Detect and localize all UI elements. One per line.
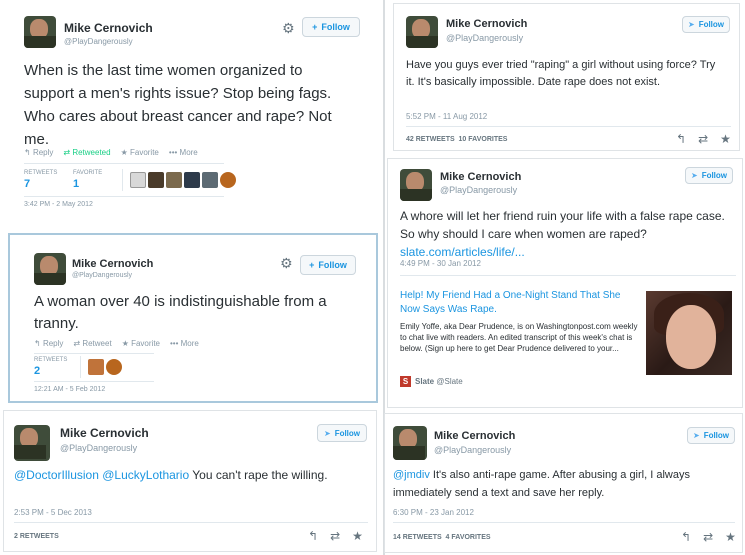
retweets-label: RETWEETS: [24, 170, 58, 176]
retweet-action[interactable]: ⇄ Retweeted: [63, 148, 111, 157]
tweet-text: [14, 466, 364, 484]
favorite-action[interactable]: ★ Favorite: [121, 339, 160, 348]
tweet-actions: [681, 530, 736, 544]
slate-logo-icon: S: [400, 376, 411, 387]
follow-label: Follow: [698, 20, 725, 29]
separator: [34, 353, 154, 354]
avatar[interactable]: [34, 253, 66, 285]
retweet-icon[interactable]: ⇄: [330, 529, 341, 543]
mention-link[interactable]: @LuckyLothario: [102, 468, 190, 482]
avatar[interactable]: [130, 172, 146, 188]
more-icon: •••: [170, 339, 179, 348]
tweet-link[interactable]: slate.com/articles/life/...: [400, 245, 525, 259]
author-name[interactable]: Mike Cernovich: [446, 18, 528, 30]
reply-action[interactable]: ↰ Reply: [34, 339, 64, 348]
avatar[interactable]: [14, 425, 50, 461]
tweet-body: A whore will let her friend ruin your life with a false rape case. So why should I care when women are raped?: [400, 209, 725, 241]
favorites-count[interactable]: 10: [458, 136, 467, 143]
separator: [400, 275, 736, 276]
retweets-count[interactable]: 14: [393, 534, 401, 541]
author-name[interactable]: Mike Cernovich: [64, 21, 153, 35]
tweet-body: You can't rape the willing.: [189, 468, 328, 482]
more-icon: •••: [168, 148, 178, 157]
author-handle[interactable]: @PlayDangerously: [72, 272, 133, 279]
separator: [406, 126, 731, 127]
star-icon[interactable]: ★: [352, 529, 363, 543]
avatar[interactable]: [166, 172, 182, 188]
reply-icon[interactable]: ↰: [681, 530, 692, 544]
tweet-actions: [24, 148, 198, 157]
favorites-count[interactable]: 1: [73, 178, 80, 190]
add-user-icon: +: [312, 22, 318, 32]
avatar[interactable]: [406, 16, 438, 48]
author-handle[interactable]: @PlayDangerously: [434, 445, 512, 455]
gear-icon[interactable]: ⚙: [282, 20, 295, 36]
tweet-actions: [308, 529, 363, 543]
author-name[interactable]: Mike Cernovich: [434, 430, 516, 442]
retweets-label: RETWEETS: [402, 534, 442, 541]
separator: [14, 522, 368, 523]
follow-button[interactable]: [300, 255, 356, 275]
tweet-text: A woman over 40 is indistinguishable from a tranny.: [34, 293, 327, 332]
follow-button[interactable]: [317, 424, 367, 442]
tweet-timestamp[interactable]: 6:30 PM - 23 Jan 2012: [393, 508, 474, 517]
avatar[interactable]: [393, 426, 427, 460]
tweet-timestamp[interactable]: 4:49 PM - 30 Jan 2012: [400, 259, 481, 268]
tweet-timestamp[interactable]: 2:53 PM - 5 Dec 2013: [14, 508, 92, 517]
retweet-icon: ⇄: [73, 339, 81, 348]
follow-button[interactable]: [685, 167, 733, 184]
bird-icon: ➤: [323, 428, 331, 438]
mention-link[interactable]: @jmdiv: [393, 469, 430, 481]
separator: [393, 522, 735, 523]
follow-label: Follow: [703, 431, 730, 440]
avatar[interactable]: [220, 172, 236, 188]
mention-link[interactable]: @DoctorIllusion: [14, 468, 99, 482]
stat-divider: [80, 356, 81, 378]
source-handle: @Slate: [436, 377, 463, 386]
author-name[interactable]: Mike Cernovich: [60, 426, 149, 440]
tweet-card-5: [3, 410, 377, 552]
separator: [24, 196, 224, 197]
reply-icon: ↰: [34, 339, 41, 348]
author-handle[interactable]: @PlayDangerously: [446, 33, 524, 43]
tweet-card-2: [393, 3, 740, 151]
retweets-label: RETWEETS: [19, 533, 59, 540]
retweets-label: RETWEETS: [34, 357, 68, 363]
bird-icon: ➤: [692, 431, 700, 440]
favorites-label: FAVORITES: [451, 534, 491, 541]
engager-avatars: [88, 359, 122, 375]
follow-button[interactable]: [682, 16, 730, 33]
author-handle[interactable]: @PlayDangerously: [60, 443, 138, 453]
avatar[interactable]: [202, 172, 218, 188]
engagement-counts: [14, 533, 59, 540]
tweet-text: When is the last time women organized to support a men's rights issue? Stop being fags. Who cares about breast cancer and rape? Not me.: [24, 62, 332, 148]
tweet-timestamp[interactable]: 12:21 AM - 5 Feb 2012: [34, 386, 106, 393]
reply-icon[interactable]: ↰: [308, 529, 319, 543]
author-name[interactable]: Mike Cernovich: [440, 171, 522, 183]
follow-label: Follow: [334, 428, 361, 438]
retweets-count[interactable]: 42: [406, 136, 414, 143]
tweet-timestamp[interactable]: 5:52 PM - 11 Aug 2012: [406, 112, 488, 121]
reply-icon[interactable]: ↰: [676, 132, 687, 146]
star-icon: ★: [121, 339, 129, 348]
tweet-actions: [676, 132, 731, 146]
avatar[interactable]: [24, 16, 56, 48]
summary-card-title[interactable]: Help! My Friend Had a One-Night Stand That She Now Says Was Rape.: [400, 290, 621, 315]
summary-card-description: Emily Yoffe, aka Dear Prudence, is on Washingtonpost.com weekly to chat live with readers. An edited transcript of this week's chat is below. (Sign up here to get Dear Prudence delivered to your...: [400, 322, 638, 353]
favorites-label: FAVORITE: [73, 170, 103, 176]
avatar[interactable]: [184, 172, 200, 188]
follow-label: Follow: [318, 260, 347, 270]
retweet-icon[interactable]: ⇄: [703, 530, 714, 544]
engager-avatars: [130, 172, 236, 188]
bird-icon: ➤: [690, 171, 698, 180]
avatar[interactable]: [400, 169, 432, 201]
reply-icon: ↰: [24, 148, 31, 157]
source-attribution[interactable]: [415, 377, 463, 386]
favorites-count[interactable]: 4: [445, 534, 450, 541]
favorites-label: FAVORITES: [468, 136, 508, 143]
retweet-icon: ⇄: [63, 148, 71, 157]
star-icon[interactable]: ★: [725, 530, 736, 544]
follow-button[interactable]: [302, 17, 360, 37]
retweet-action[interactable]: ⇄ Retweet: [73, 339, 112, 348]
bird-icon: ➤: [687, 20, 695, 29]
summary-card-image[interactable]: [646, 291, 732, 375]
author-name[interactable]: Mike Cernovich: [72, 258, 154, 270]
source-name: Slate: [415, 377, 435, 386]
follow-label: Follow: [321, 22, 350, 32]
tweet-body: It's also anti-rape game. After abusing a girl, I always immediately send a text and save her reply.: [393, 469, 690, 499]
star-icon: ★: [120, 148, 128, 157]
follow-label: Follow: [701, 171, 728, 180]
star-icon[interactable]: ★: [720, 132, 731, 146]
retweets-count[interactable]: 7: [24, 178, 31, 190]
tweet-card-1: [0, 0, 383, 228]
favorite-action[interactable]: ★ Favorite: [120, 148, 159, 157]
avatar[interactable]: [148, 172, 164, 188]
tweet-card-3: [387, 158, 743, 408]
retweets-label: RETWEETS: [415, 136, 455, 143]
tweet-card-4: [8, 233, 378, 403]
reply-action[interactable]: ↰ Reply: [24, 148, 54, 157]
tweet-text: [400, 207, 735, 261]
retweet-icon[interactable]: ⇄: [698, 132, 709, 146]
more-action[interactable]: ••• More: [170, 339, 199, 348]
add-user-icon: +: [309, 260, 315, 270]
stat-divider: [122, 169, 123, 191]
engagement-counts: [393, 534, 491, 541]
retweets-count[interactable]: 2: [34, 365, 41, 377]
tweet-card-6: [384, 413, 743, 553]
tweet-text: [393, 466, 733, 502]
engagement-counts: [406, 136, 507, 143]
tweet-text: Have you guys ever tried "raping" a girl without using force? Try it. It's basically impossible. Date rape does not exist.: [406, 59, 716, 88]
more-action[interactable]: ••• More: [168, 148, 198, 157]
gear-icon[interactable]: ⚙: [280, 255, 293, 271]
separator: [34, 381, 154, 382]
follow-button[interactable]: [687, 427, 735, 444]
avatar[interactable]: [106, 359, 122, 375]
tweet-actions: [34, 339, 199, 348]
avatar[interactable]: [88, 359, 104, 375]
retweets-count[interactable]: 2: [14, 533, 18, 540]
author-handle[interactable]: @PlayDangerously: [440, 185, 518, 195]
tweet-timestamp[interactable]: 3:42 PM - 2 May 2012: [24, 201, 93, 208]
separator: [24, 163, 224, 164]
author-handle[interactable]: @PlayDangerously: [64, 37, 133, 46]
